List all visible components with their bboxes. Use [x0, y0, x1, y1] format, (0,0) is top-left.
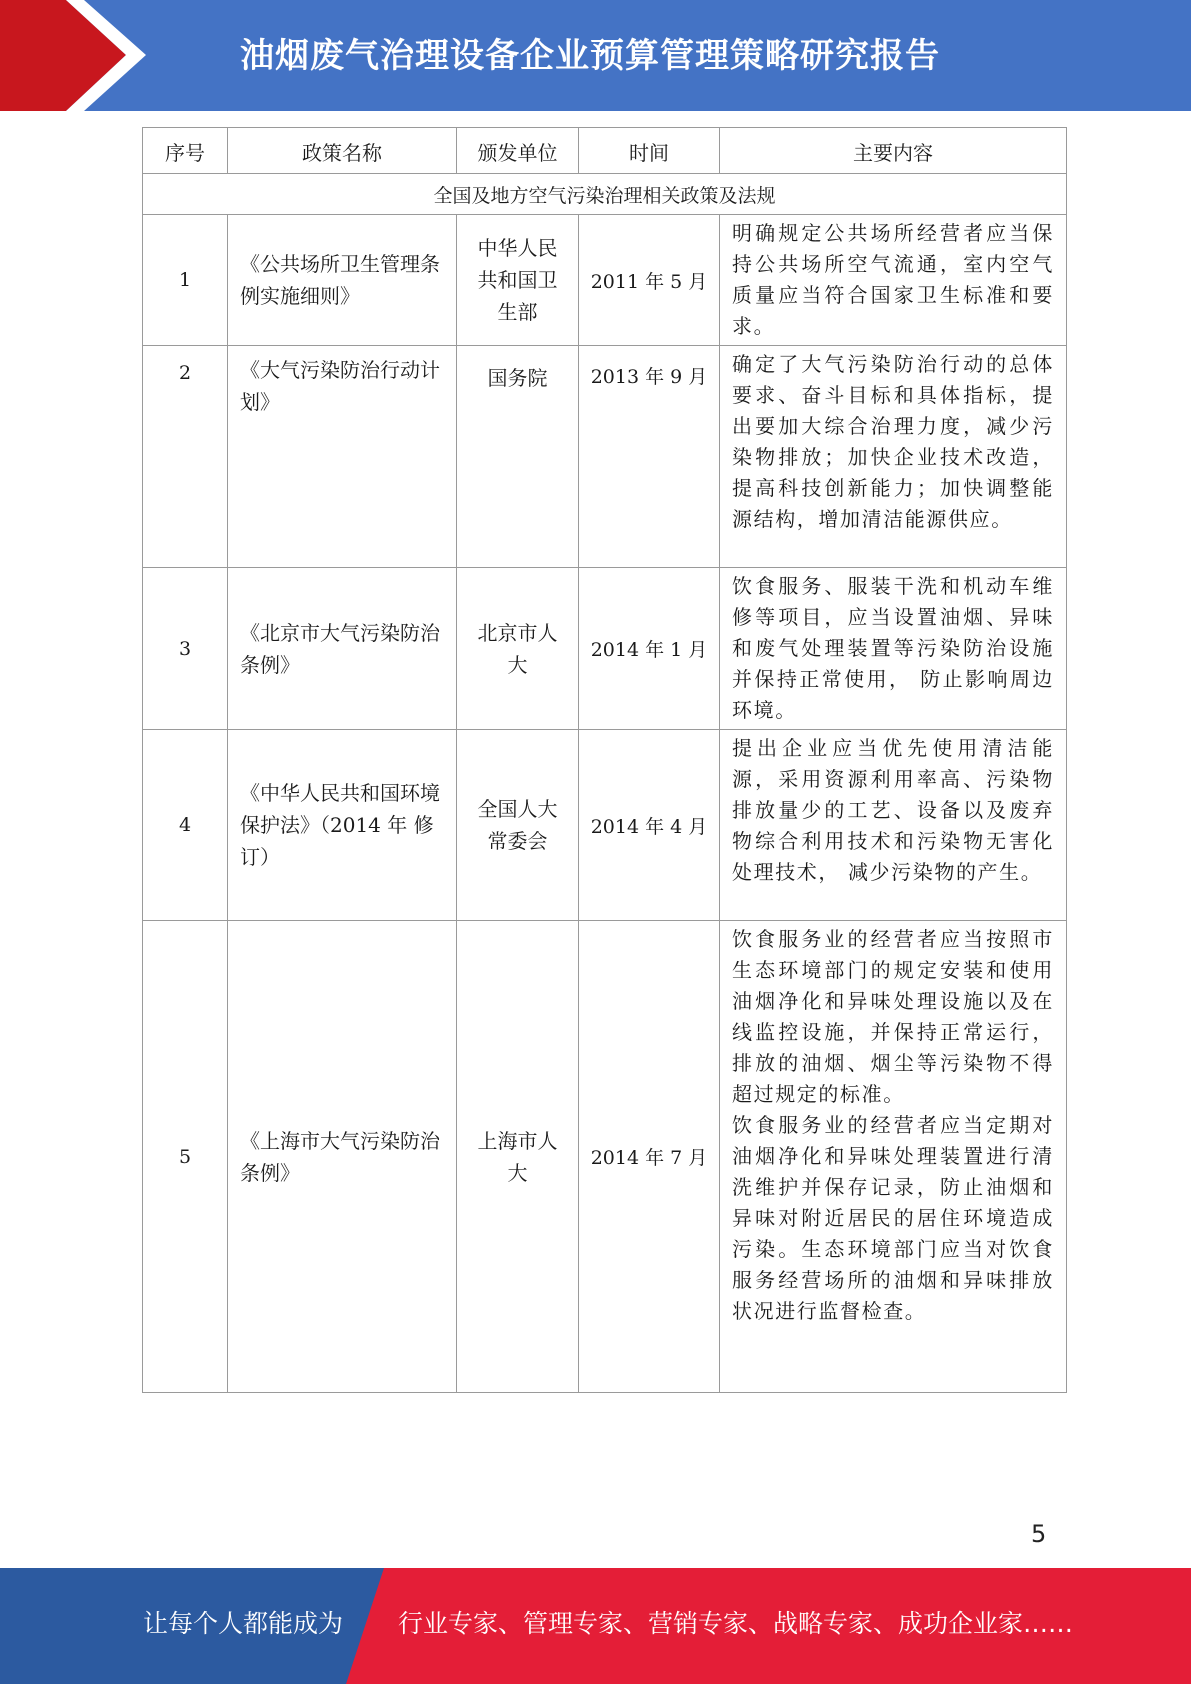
table-header-row [143, 128, 1067, 174]
content-paragraph: 饮食服务、服装干洗和机动车维 修等项目，应当设置油烟、异味 和废气处理装置等污染防治设施 并保持正常使用， 防止影响周边 环境。 [732, 574, 1054, 722]
policy-name: 《公共场所卫生管理条例实施细则》 [228, 215, 457, 346]
row-number: 3 [143, 568, 228, 730]
row-number: 1 [143, 215, 228, 346]
table-row [143, 921, 1067, 1393]
policy-name: 《上海市大气污染防治条例》 [228, 921, 457, 1393]
column-header: 政策名称 [228, 128, 457, 174]
issue-date: 2013 年 9 月 [579, 346, 720, 568]
page-number: 5 [1031, 1520, 1047, 1548]
content-paragraph: 明确规定公共场所经营者应当保 持公共场所空气流通，室内空气 质量应当符合国家卫生标准和要 求。 [732, 221, 1054, 338]
page-header [0, 0, 1191, 111]
page-footer [0, 1568, 1191, 1684]
policy-name: 《中华人民共和国环境保护法》（2014 年 修订） [228, 730, 457, 921]
policy-name: 《大气污染防治行动计划》 [228, 346, 457, 568]
issue-date: 2014 年 1 月 [579, 568, 720, 730]
content-paragraph: 确定了大气污染防治行动的总体 要求、奋斗目标和具体指标，提出要加大综合治理力度，减少污 染物排放；加快企业技术改造， 提高科技创新能力；加快调整能 源结构，增加清洁能源供应。 [732, 352, 1054, 531]
row-number: 5 [143, 921, 228, 1393]
policy-table [142, 127, 1067, 1393]
main-content [720, 921, 1067, 1393]
content-paragraph: 饮食服务业的经营者应当定期对 油烟净化和异味处理装置进行清 洗维护并保存记录，防止油烟和 异味对附近居民的居住环境造成 污染。生态环境部门应当对饮食 服务经营场所的油烟和异味排放 状况进行监督检查。 [732, 1113, 1054, 1323]
row-number: 4 [143, 730, 228, 921]
column-header: 序号 [143, 128, 228, 174]
issuing-unit: 上海市人大 [457, 921, 579, 1393]
main-content [720, 568, 1067, 730]
footer-slogan-right: 行业专家、管理专家、营销专家、战略专家、成功企业家…… [398, 1609, 1074, 1638]
footer-slogan-left: 让每个人都能成为 [143, 1609, 344, 1638]
content-paragraph: 饮食服务业的经营者应当按照市 生态环境部门的规定安装和使用 油烟净化和异味处理设施以及在 线监控设施，并保持正常运行， 排放的油烟、烟尘等污染物不得 超过规定的标准。 [732, 927, 1054, 1106]
table-row [143, 730, 1067, 921]
issue-date: 2014 年 4 月 [579, 730, 720, 921]
content-paragraph: 提出企业应当优先使用清洁能 源，采用资源利用率高、污染物排放量少的工艺、设备以及废弃 物综合利用技术和污染物无害化 处理技术， 减少污染物的产生。 [732, 736, 1054, 884]
section-row [143, 174, 1067, 215]
table-row [143, 215, 1067, 346]
section-title: 全国及地方空气污染治理相关政策及法规 [143, 174, 1067, 215]
main-content [720, 730, 1067, 921]
column-header: 颁发单位 [457, 128, 579, 174]
row-number: 2 [143, 346, 228, 568]
document-title: 油烟废气治理设备企业预算管理策略研究报告 [240, 36, 940, 76]
issuing-unit: 国务院 [457, 346, 579, 568]
main-content [720, 215, 1067, 346]
column-header: 主要内容 [720, 128, 1067, 174]
issuing-unit: 北京市人大 [457, 568, 579, 730]
issuing-unit: 全国人大常委会 [457, 730, 579, 921]
column-header: 时间 [579, 128, 720, 174]
main-content [720, 346, 1067, 568]
issue-date: 2014 年 7 月 [579, 921, 720, 1393]
policy-name: 《北京市大气污染防治条例》 [228, 568, 457, 730]
issue-date: 2011 年 5 月 [579, 215, 720, 346]
table-row [143, 568, 1067, 730]
table-row [143, 346, 1067, 568]
issuing-unit: 中华人民共和国卫生部 [457, 215, 579, 346]
